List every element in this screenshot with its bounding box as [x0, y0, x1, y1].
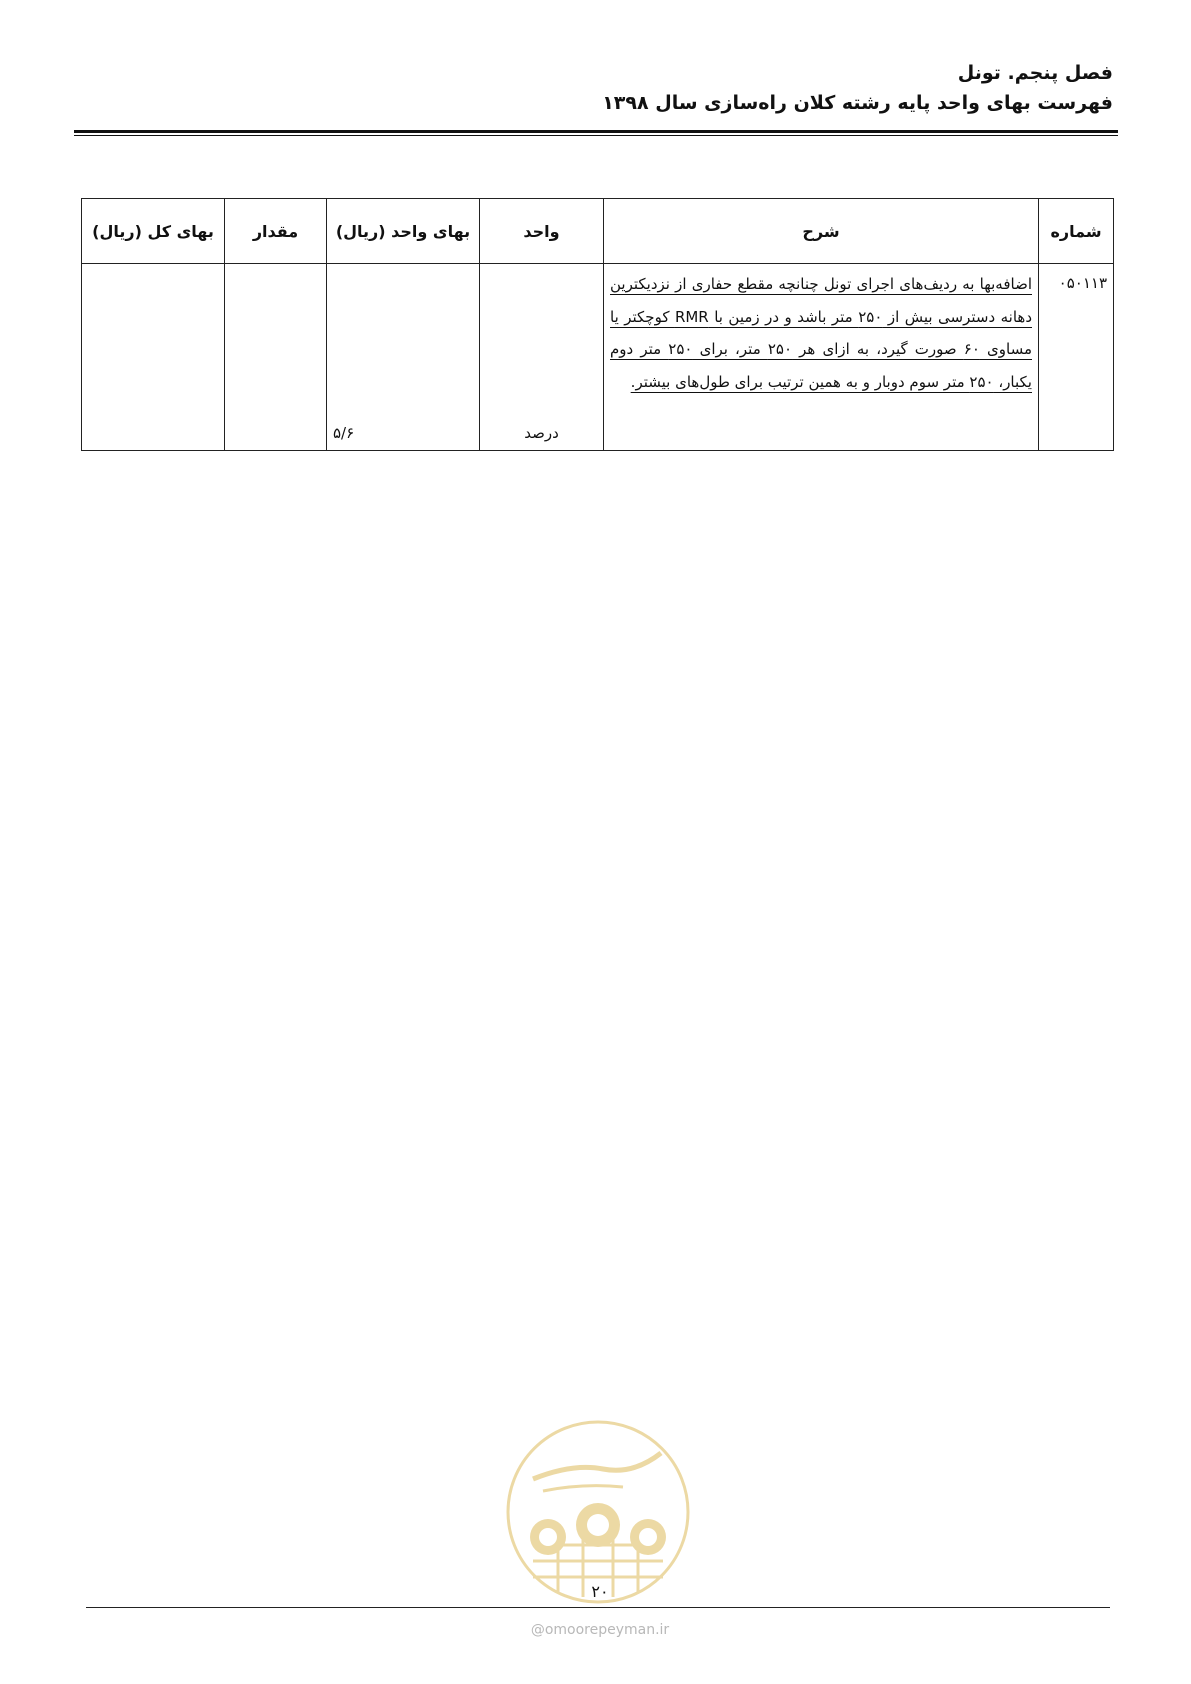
- item-quantity: [225, 264, 327, 451]
- chapter-title: فصل پنجم. تونل: [957, 62, 1113, 84]
- item-unit-price: ۵/۶: [327, 264, 480, 451]
- item-description: اضافه‌بها به ردیف‌های اجرای تونل چنانچه مقطع حفاری از نزدیکترین دهانه دسترسی بیش از ۲۵۰ متر باشد و در زمین با RMR کوچکتر یا مساوی ۶۰ صورت گیرد، به ازای هر ۲۵۰ متر، برای ۲۵۰ متر دوم یکبار، ۲۵۰ متر سوم دوبار و به همین ترتیب برای طول‌های بیشتر.: [604, 264, 1039, 451]
- column-header-description: شرح: [604, 199, 1039, 264]
- column-header-total-price: بهای کل (ریال): [82, 199, 225, 264]
- item-total-price: [82, 264, 225, 451]
- table-header-row: [82, 199, 1114, 264]
- table-row: [82, 264, 1114, 451]
- item-unit: درصد: [480, 264, 604, 451]
- price-list-table: [81, 198, 1114, 451]
- column-header-unit: واحد: [480, 199, 604, 264]
- column-header-number: شماره: [1039, 199, 1114, 264]
- header-divider-thin: [74, 135, 1118, 136]
- footer-divider: [86, 1607, 1110, 1608]
- column-header-unit-price: بهای واحد (ریال): [327, 199, 480, 264]
- watermark-logo: [503, 1417, 693, 1607]
- column-header-quantity: مقدار: [225, 199, 327, 264]
- page-number: ۲۰: [591, 1582, 609, 1601]
- item-number: ۰۵۰۱۱۳: [1039, 264, 1114, 451]
- document-title: فهرست بهای واحد پایه رشته کلان راه‌سازی سال ۱۳۹۸: [602, 92, 1113, 114]
- page-header: [73, 58, 1113, 118]
- header-divider: [74, 130, 1118, 133]
- website-watermark: @omoorepeyman.ir: [530, 1622, 670, 1638]
